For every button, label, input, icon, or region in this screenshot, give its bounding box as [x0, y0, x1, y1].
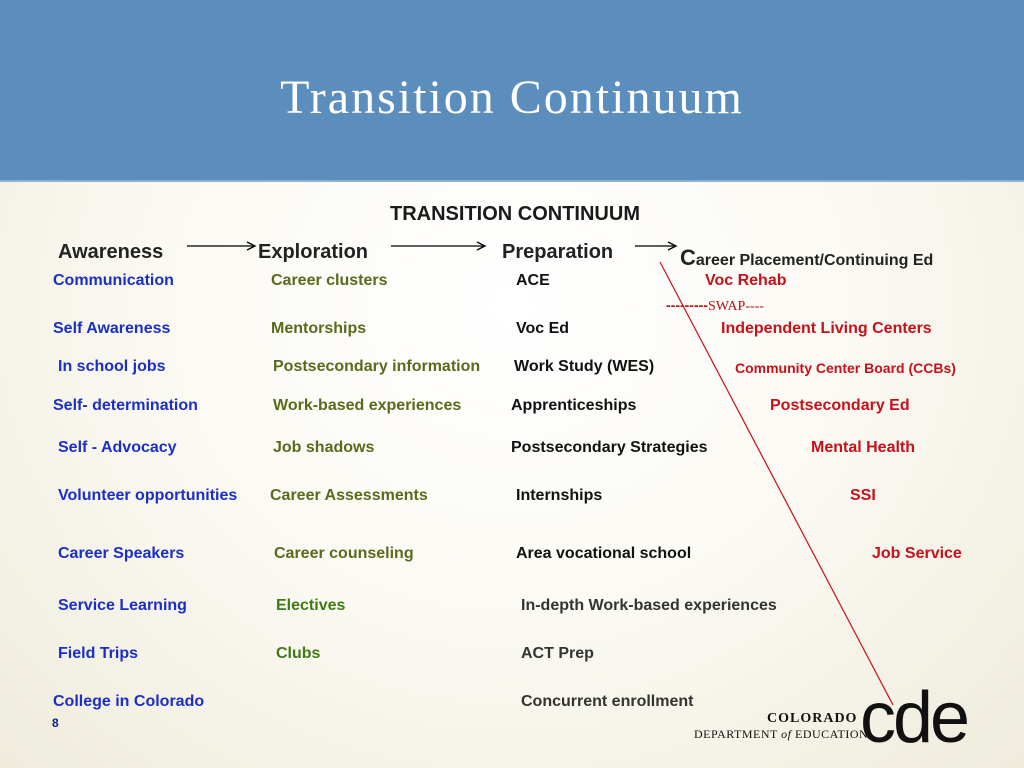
preparation-item: Voc Ed: [516, 320, 570, 337]
cde-logo-icon: cde: [860, 678, 968, 758]
page-number: 8: [52, 716, 59, 730]
awareness-item: Volunteer opportunities: [58, 487, 238, 504]
placement-item: Community Center Board (CCBs): [735, 360, 956, 376]
preparation-item: In-depth Work-based experiences: [521, 597, 777, 614]
logo-education-text: EDUCATION: [791, 727, 869, 741]
awareness-item: Communication: [53, 272, 174, 289]
exploration-item: Career counseling: [274, 545, 414, 562]
placement-item: Independent Living Centers: [721, 320, 932, 337]
preparation-item: Internships: [516, 487, 603, 504]
preparation-item: ACT Prep: [521, 645, 594, 662]
exploration-item: Job shadows: [273, 439, 375, 456]
stage-career-rest: areer Placement/Continuing Ed: [695, 252, 934, 269]
awareness-item: Service Learning: [58, 597, 187, 614]
slide-title: Transition Continuum: [280, 71, 744, 124]
placement-item: Postsecondary Ed: [770, 397, 910, 414]
logo-department: [694, 727, 868, 742]
exploration-item: Electives: [276, 597, 346, 614]
diagonal-divider: [660, 262, 893, 705]
awareness-item: Career Speakers: [58, 545, 185, 562]
preparation-item: ACE: [516, 272, 550, 289]
exploration-item: Postsecondary information: [273, 358, 481, 375]
exploration-item: Career Assessments: [270, 487, 428, 504]
preparation-item: Postsecondary Strategies: [511, 439, 708, 456]
awareness-item: Self Awareness: [53, 320, 171, 337]
exploration-item: Clubs: [276, 645, 321, 662]
placement-item: Mental Health: [811, 439, 916, 456]
placement-item: Job Service: [872, 545, 962, 562]
placement-item: Voc Rehab: [705, 272, 787, 289]
slide-subtitle: TRANSITION CONTINUUM: [390, 203, 640, 225]
placement-item: SSI: [850, 487, 876, 504]
logo-department-text: DEPARTMENT: [694, 727, 782, 741]
preparation-item: Concurrent enrollment: [521, 693, 694, 710]
awareness-item: Self- determination: [53, 397, 198, 414]
swap-text: SWAP----: [707, 299, 764, 314]
exploration-item: Work-based experiences: [273, 397, 462, 414]
logo-colorado: COLORADO: [767, 711, 858, 726]
awareness-item: In school jobs: [58, 358, 166, 375]
awareness-item: College in Colorado: [53, 693, 205, 710]
preparation-item: Work Study (WES): [514, 358, 655, 375]
exploration-item: Mentorships: [271, 320, 367, 337]
preparation-item: Area vocational school: [516, 545, 692, 562]
stage-exploration: Exploration: [258, 241, 369, 263]
stage-preparation: Preparation: [502, 241, 614, 263]
logo-of-text: of: [781, 727, 792, 741]
awareness-item: Field Trips: [58, 645, 139, 662]
awareness-item: Self - Advocacy: [58, 439, 177, 456]
stage-career-initial: C: [680, 245, 696, 270]
preparation-item: Apprenticeships: [511, 397, 637, 414]
swap-dashes: ---------: [666, 297, 708, 313]
exploration-item: Career clusters: [271, 272, 388, 289]
stage-awareness: Awareness: [58, 241, 164, 263]
